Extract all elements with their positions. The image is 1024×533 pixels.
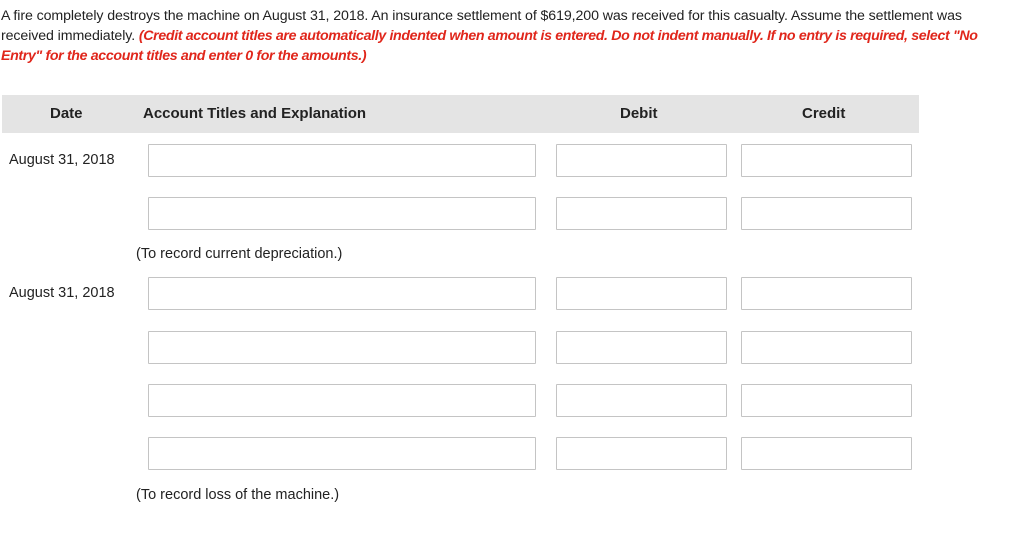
debit-input[interactable] (556, 277, 727, 310)
account-title-input[interactable] (148, 144, 536, 177)
debit-input[interactable] (556, 331, 727, 364)
header-date: Date (50, 105, 83, 122)
journal-table-header (2, 95, 919, 133)
credit-input[interactable] (741, 144, 912, 177)
question-body: A fire completely destroys the machine on August 31, 2018. An insurance settlement of $619,200 was received for this casualty. Assume the settlement was received immediately. (1, 8, 962, 44)
credit-input[interactable] (741, 437, 912, 470)
credit-input[interactable] (741, 197, 912, 230)
debit-input[interactable] (556, 437, 727, 470)
question-text (1, 6, 1016, 66)
account-title-input[interactable] (148, 197, 536, 230)
header-account-titles: Account Titles and Explanation (143, 105, 367, 122)
entry-date: August 31, 2018 (9, 285, 115, 301)
debit-input[interactable] (556, 384, 727, 417)
entry-explanation: (To record loss of the machine.) (136, 487, 340, 503)
debit-input[interactable] (556, 144, 727, 177)
header-credit: Credit (802, 105, 846, 122)
credit-input[interactable] (741, 331, 912, 364)
credit-input[interactable] (741, 277, 912, 310)
account-title-input[interactable] (148, 277, 536, 310)
entry-explanation: (To record current depreciation.) (136, 246, 343, 262)
debit-input[interactable] (556, 197, 727, 230)
credit-input[interactable] (741, 384, 912, 417)
account-title-input[interactable] (148, 384, 536, 417)
header-debit: Debit (620, 105, 658, 122)
entry-date: August 31, 2018 (9, 152, 115, 168)
account-title-input[interactable] (148, 331, 536, 364)
account-title-input[interactable] (148, 437, 536, 470)
question-instruction: (Credit account titles are automatically indented when amount is entered. Do not indent manually. If no entry is required, select "No Entry" for the account titles and enter 0 for the amounts.) (1, 28, 978, 64)
